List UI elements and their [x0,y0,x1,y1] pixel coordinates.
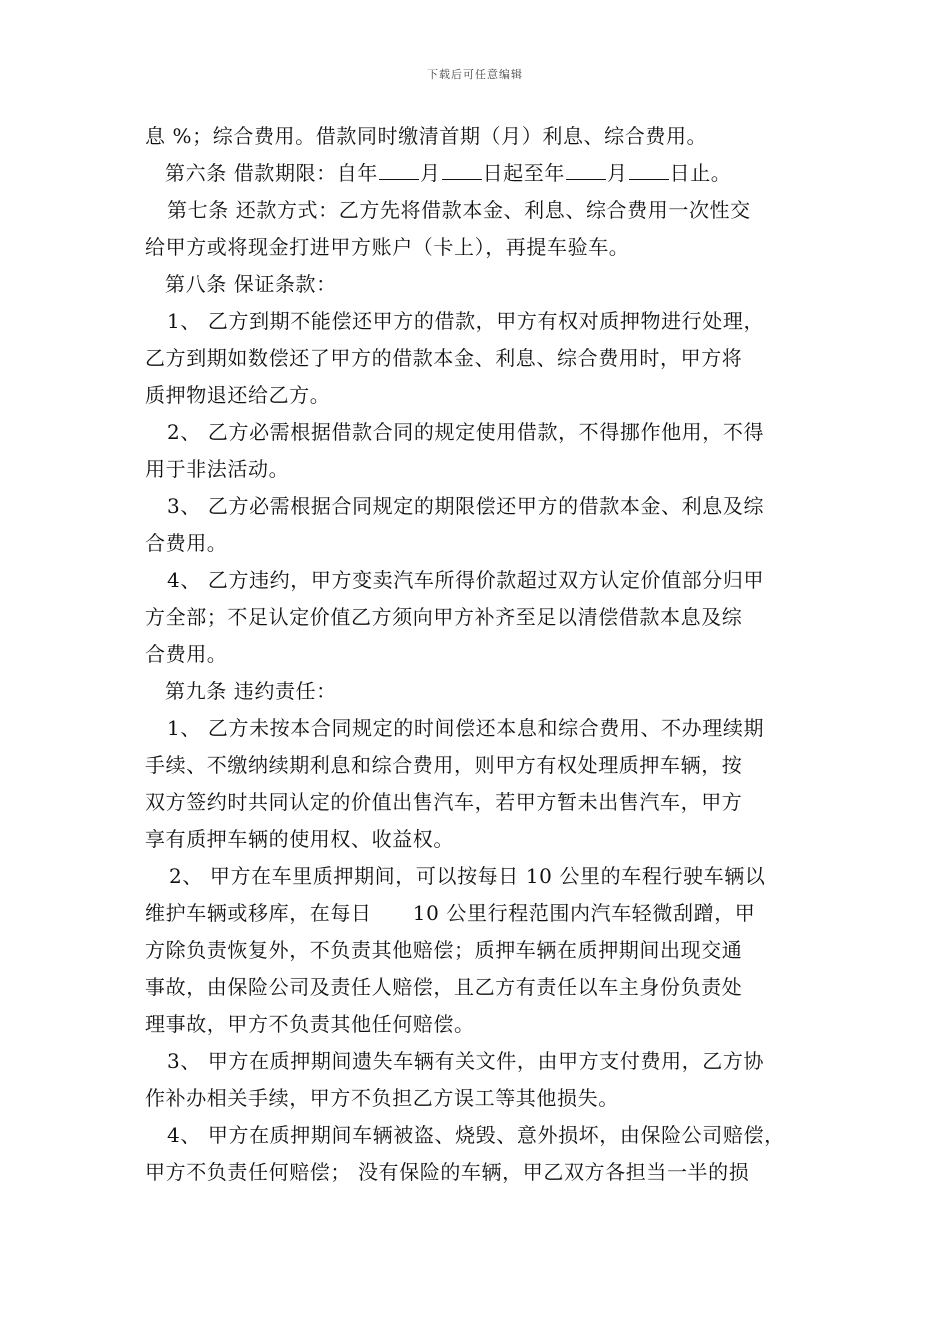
text-line: 2、 乙方必需根据借款合同的规定使用借款，不得挪作他用，不得 [167,420,765,444]
text-line: 1、 乙方到期不能偿还甲方的借款，甲方有权对质押物进行处理， [167,309,765,333]
text-line: 享有质押车辆的使用权、收益权。 [145,827,454,851]
page-header: 下载后可任意编辑 [427,68,523,81]
fill-in-blank [566,157,606,180]
text-line: 手续、不缴纳续期利息和综合费用，则甲方有权处理质押车辆，按 [145,753,743,777]
fill-in-blank [442,157,482,180]
text-line: 质押物退还给乙方。 [145,383,331,407]
text-line: 维护车辆或移库，在每日 10 公里行程范围内汽车轻微刮蹭，甲 [145,901,756,925]
text-line: 2、 甲方在车里质押期间，可以按每日 10 公里的车程行驶车辆以 [169,864,766,888]
document-body [145,118,815,1191]
text-line: 第九条 违约责任： [165,679,337,703]
text-line: 4、 甲方在质押期间车辆被盗、烧毁、意外损坏，由保险公司赔偿， [167,1123,785,1147]
text-line: 给甲方或将现金打进甲方账户（卡上），再提车验车。 [145,235,630,259]
fill-in-blank [379,157,419,180]
text-line: 方除负责恢复外，不负责其他赔偿；质押车辆在质押期间出现交通 [145,938,743,962]
text-line: 理事故，甲方不负责其他任何赔偿。 [145,1012,475,1036]
text-line: 合费用。 [145,531,228,555]
text-line: 乙方到期如数偿还了甲方的借款本金、利息、综合费用时，甲方将 [145,346,743,370]
text-line: 事故，由保险公司及责任人赔偿，且乙方有责任以车主身份负责处 [145,975,743,999]
text-line: 第八条 保证条款： [165,272,337,296]
text-line: 3、 甲方在质押期间遗失车辆有关文件，由甲方支付费用，乙方协 [167,1049,765,1073]
text-line: 1、 乙方未按本合同规定的时间偿还本息和综合费用、不办理续期 [167,716,765,740]
text-line: 方全部；不足认定价值乙方须向甲方补齐至足以清偿借款本息及综 [145,605,743,629]
text-line: 合费用。 [145,642,228,666]
text-line: 第七条 还款方式：乙方先将借款本金、利息、综合费用一次性交 [167,198,751,222]
text-line: 息 %；综合费用。借款同时缴清首期（月）利息、综合费用。 [145,124,708,148]
text-line: 作补办相关手续，甲方不负担乙方误工等其他损失。 [145,1086,619,1110]
fill-in-blank [629,157,669,180]
text-line: 双方签约时共同认定的价值出售汽车，若甲方暂未出售汽车，甲方 [145,790,743,814]
text-line: 3、 乙方必需根据合同规定的期限偿还甲方的借款本金、利息及综 [167,494,765,518]
text-line: 第六条 借款期限：自年 月 日起至年 月 日止。 [145,155,815,192]
text-line: 4、 乙方违约，甲方变卖汽车所得价款超过双方认定价值部分归甲 [167,568,765,592]
text-line: 甲方不负责任何赔偿； 没有保险的车辆，甲乙双方各担当一半的损 [145,1160,750,1184]
text-line: 用于非法活动。 [145,457,290,481]
